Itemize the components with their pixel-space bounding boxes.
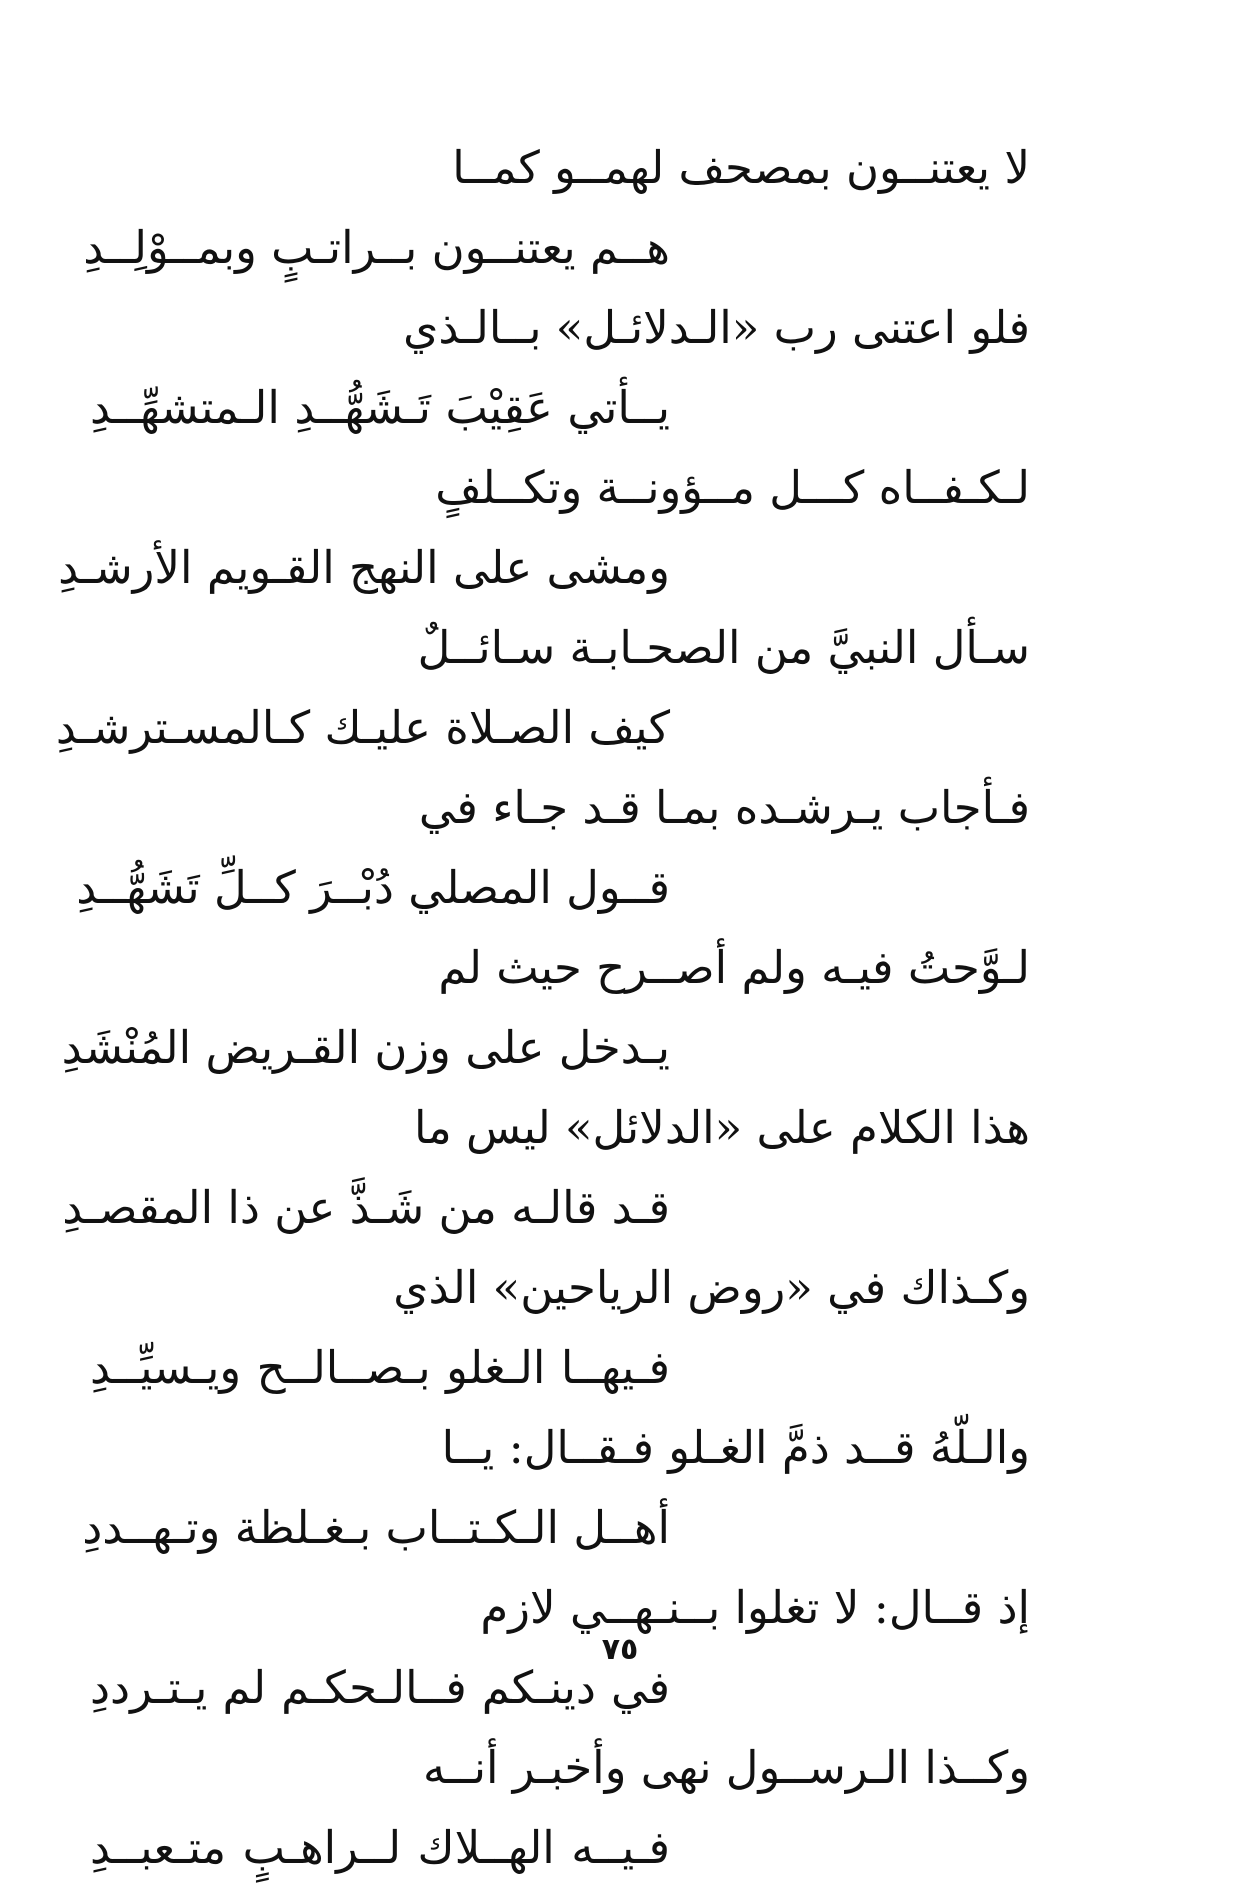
verse-line — [61, 1008, 1030, 1088]
verse-line — [90, 448, 1030, 528]
verse-line — [58, 528, 1030, 608]
verse-text: لـوَّحتُ فيـه ولم أصــرح حيث لم — [438, 941, 1030, 994]
verse-text: لـكـفــاه كـــل مــؤونــة وتكــلفٍ — [435, 461, 1030, 514]
verse-line — [82, 1488, 1030, 1568]
verse-line — [90, 1808, 1030, 1888]
verse-text: يــأتي عَقِيْبَ تَـشَهُّــدِ الـمتشهِّــدِ — [90, 381, 670, 434]
verse-text: إذ قــال: لا تغلوا بــنـهــي لازم — [480, 1581, 1030, 1634]
verse-text: لا يعتنــون بمصحف لهمــو كمــا — [452, 141, 1030, 194]
verse-text: أهــل الـكـتــاب بـغـلظة وتـهــددِ — [82, 1501, 670, 1554]
verse-line — [90, 1248, 1030, 1328]
verse-line — [62, 1168, 1030, 1248]
verse-line — [55, 688, 1030, 768]
verse-line — [90, 368, 1030, 448]
verse-text: فـيــه الهــلاك لــراهـبٍ متـعبــدِ — [90, 1821, 670, 1874]
verse-text: قـد قالـه من شَـذَّ عن ذا المقصـدِ — [62, 1181, 670, 1234]
verse-text: فـأجاب يـرشـده بمـا قـد جـاء في — [418, 781, 1030, 834]
verse-line — [90, 608, 1030, 688]
verse-line — [90, 288, 1030, 368]
verse-line — [83, 208, 1030, 288]
page-number: ٧٥ — [601, 1632, 639, 1667]
verse-text: ومشى على النهج القـويم الأرشـدِ — [58, 541, 670, 594]
verse-text: وكـذاك في «روض الرياحين» الذي — [393, 1261, 1030, 1314]
verse-text: وكــذا الـرســول نهى وأخبـر أنــه — [422, 1741, 1030, 1794]
verse-text: سـأل النبيَّ من الصحـابـة سـائــلٌ — [417, 621, 1030, 674]
verse-line — [90, 1408, 1030, 1488]
verse-line — [90, 1728, 1030, 1808]
verse-text: والـلّهُ قــد ذمَّ الغـلو فـقــال: يــا — [441, 1421, 1030, 1474]
verse-line — [90, 1088, 1030, 1168]
verse-text: فلو اعتنى رب «الـدلائـل» بــالـذي — [403, 301, 1030, 354]
verse-text: يـدخل على وزن القـريض المُنْشَدِ — [61, 1021, 670, 1074]
verse-line — [76, 848, 1030, 928]
verse-line — [90, 128, 1030, 208]
verse-text: قــول المصلي دُبْــرَ كــلِّ تَشَهُّــدِ — [76, 861, 670, 914]
verse-text: فـيهــا الـغلو بـصــالــح ويـسيِّــدِ — [90, 1341, 670, 1394]
verse-line — [90, 928, 1030, 1008]
verse-line — [90, 768, 1030, 848]
verse-text: في دينـكم فــالـحكـم لم يـتـرددِ — [90, 1661, 670, 1714]
verse-line — [90, 1328, 1030, 1408]
verse-text: هــم يعتنــون بــراتـبٍ وبمــوْلِــدِ — [83, 221, 670, 274]
verse-text: كيف الصـلاة عليـك كـالمسـترشـدِ — [55, 701, 670, 754]
verse-text: هذا الكلام على «الدلائل» ليس ما — [413, 1101, 1030, 1154]
poem-body — [55, 128, 1030, 1888]
